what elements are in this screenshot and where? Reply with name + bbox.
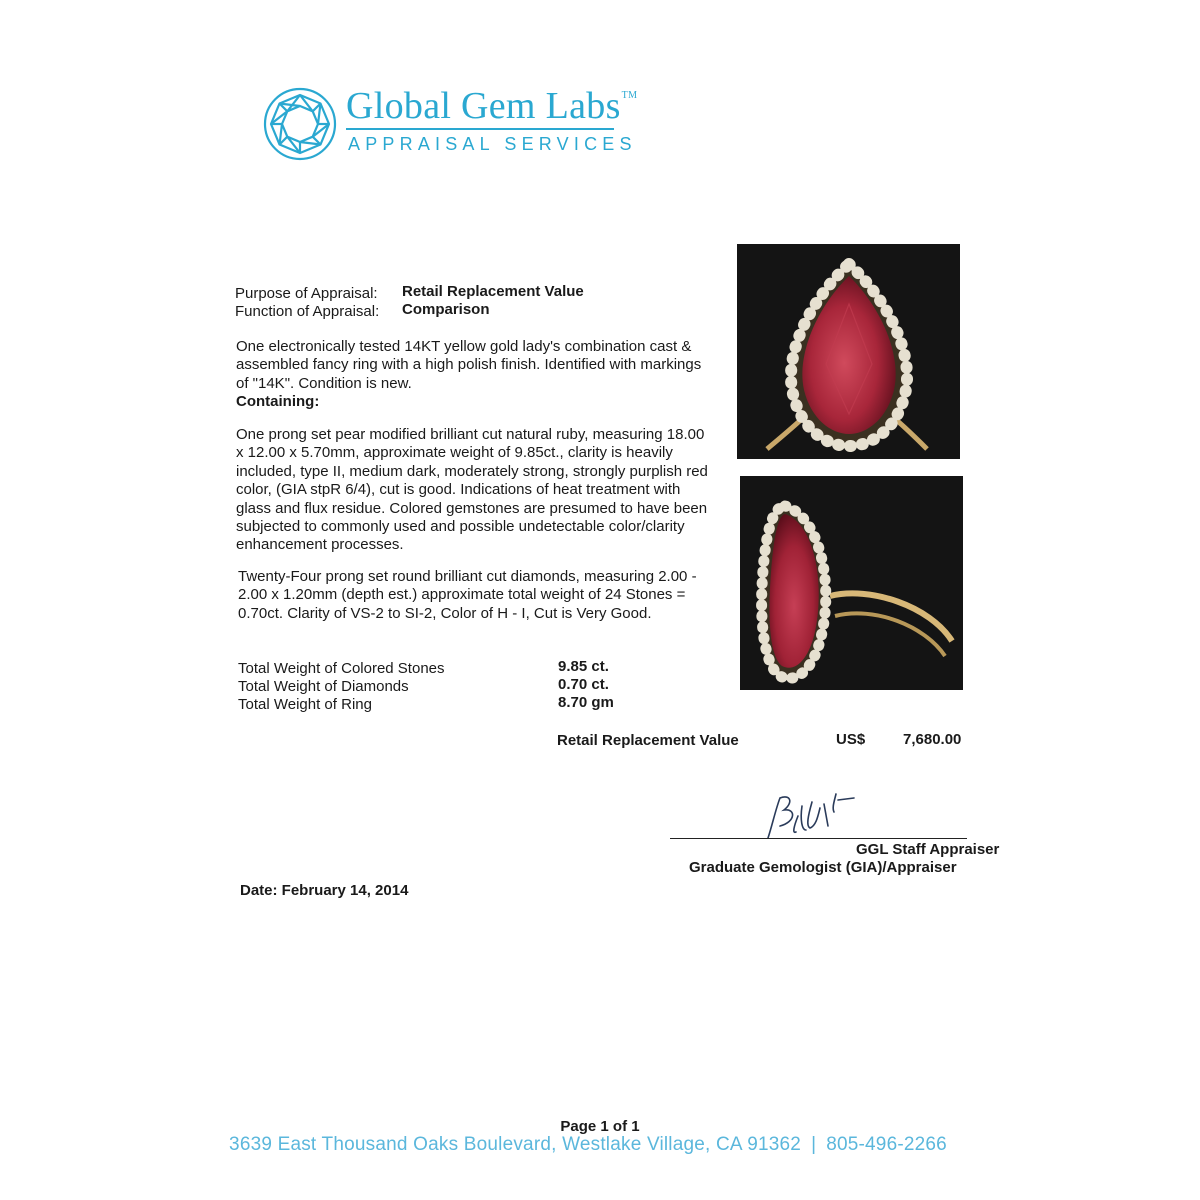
footer-phone: 805-496-2266	[826, 1134, 947, 1155]
trademark-mark: TM	[621, 90, 638, 101]
total-label: Total Weight of Diamonds	[238, 678, 409, 695]
total-label: Total Weight of Ring	[238, 696, 372, 713]
gem-logo-icon	[262, 86, 338, 162]
ring-photo-side-view	[740, 476, 963, 690]
total-value: 9.85 ct.	[558, 658, 609, 675]
purpose-value: Retail Replacement Value	[402, 283, 584, 300]
footer-separator: |	[811, 1134, 817, 1155]
ruby-line: included, type II, medium dark, moderately strong, strongly purplish red	[236, 462, 708, 480]
ruby-line: enhancement processes.	[236, 536, 404, 554]
description-line: One electronically tested 14KT yellow gold lady's combination cast &	[236, 338, 692, 355]
ring-description	[236, 338, 701, 412]
function-label: Function of Appraisal:	[235, 303, 380, 320]
valuation-label: Retail Replacement Value	[557, 732, 739, 749]
brand-name	[346, 84, 637, 128]
signer-title: GGL Staff Appraiser	[856, 841, 1000, 858]
total-value: 8.70 gm	[558, 694, 614, 711]
total-value: 0.70 ct.	[558, 676, 609, 693]
ruby-line: One prong set pear modified brilliant cut natural ruby, measuring 18.00	[236, 426, 705, 443]
brand-name-text: Global Gem Labs	[346, 85, 621, 127]
appraiser-signature	[750, 786, 880, 846]
footer-contact	[0, 1134, 1176, 1156]
description-line: assembled fancy ring with a high polish finish. Identified with markings	[236, 356, 702, 374]
appraisal-date: Date: February 14, 2014	[240, 882, 409, 899]
description-line: of "14K". Condition is new.	[236, 374, 412, 392]
diamond-description	[238, 568, 697, 623]
function-value: Comparison	[402, 301, 490, 318]
signer-credential: Graduate Gemologist (GIA)/Appraiser	[689, 859, 957, 876]
valuation-currency: US$	[836, 731, 866, 748]
logo-divider	[346, 128, 614, 130]
total-label: Total Weight of Colored Stones	[238, 660, 445, 677]
diamond-line: Twenty-Four prong set round brilliant cut diamonds, measuring 2.00 -	[238, 568, 697, 585]
ruby-line: glass and flux residue. Colored gemstones are presumed to have been	[236, 499, 708, 517]
containing-label: Containing:	[236, 393, 320, 411]
valuation-amount: 7,680.00	[903, 731, 962, 748]
ring-side-illustration	[740, 476, 963, 690]
signature-line	[670, 838, 967, 839]
diamond-line: 0.70ct. Clarity of VS-2 to SI-2, Color of H - I, Cut is Very Good.	[238, 604, 652, 622]
diamond-line: 2.00 x 1.20mm (depth est.) approximate total weight of 24 Stones =	[238, 586, 686, 604]
ruby-line: x 12.00 x 5.70mm, approximate weight of 9.85ct., clarity is heavily	[236, 444, 673, 462]
ruby-line: subjected to commonly used and possible undetectable color/clarity	[236, 518, 685, 536]
footer-address: 3639 East Thousand Oaks Boulevard, Westlake Village, CA 91362	[229, 1134, 802, 1155]
page-number: Page 1 of 1	[560, 1118, 640, 1135]
purpose-label: Purpose of Appraisal:	[235, 285, 378, 302]
ring-photo-top-view	[737, 244, 960, 459]
brand-subtitle: APPRAISAL SERVICES	[348, 134, 637, 154]
ruby-line: color, (GIA stpR 6/4), cut is good. Indications of heat treatment with	[236, 481, 681, 499]
ruby-description	[236, 426, 708, 555]
ring-top-illustration	[737, 244, 960, 459]
